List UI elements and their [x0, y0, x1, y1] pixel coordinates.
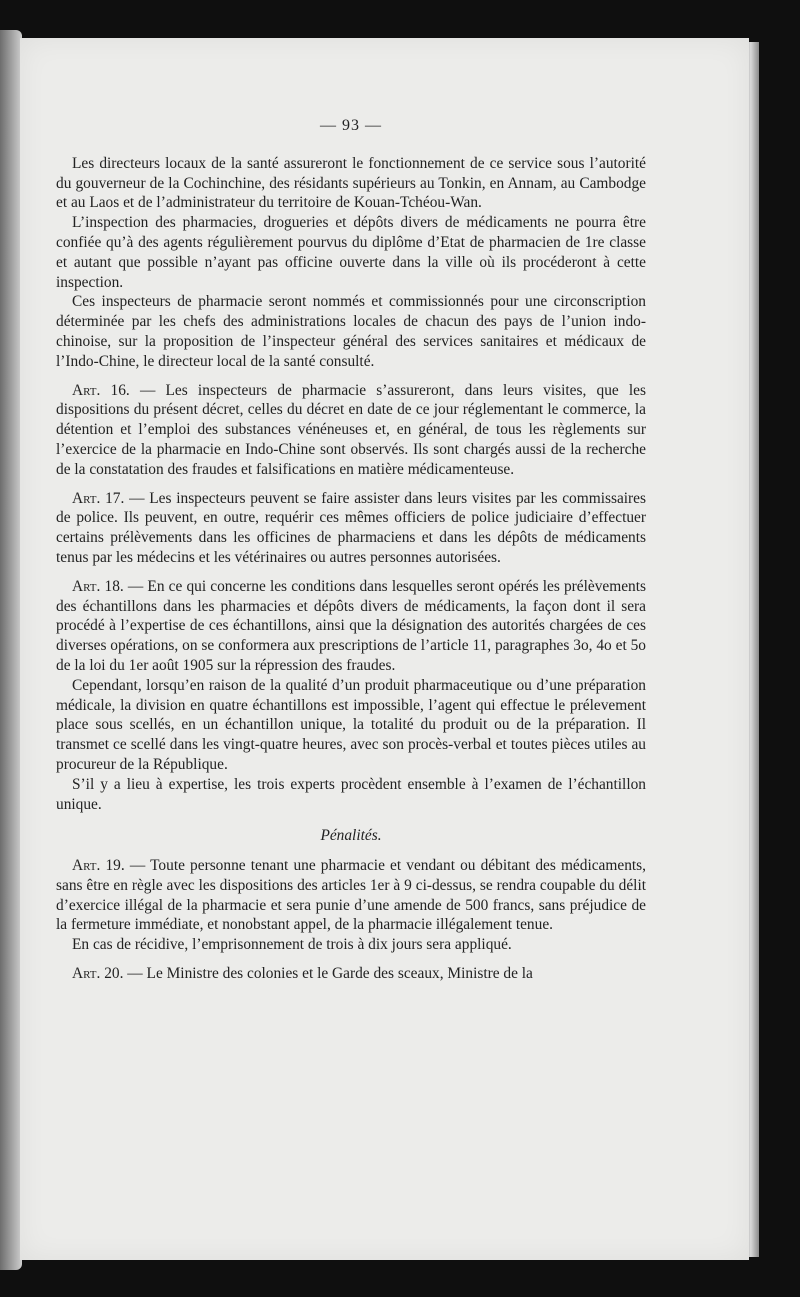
article-18	[56, 577, 646, 676]
paragraph-directeurs: Les directeurs locaux de la santé assureront le fonctionnement de ce service sous l’autorité du gouverneur de la Cochinchine, des résidants supérieurs au Tonkin, en Annam, au Cambodge et au Laos et de l’administrateur du territoire de Kouan-Tchéou-Wan.	[56, 154, 646, 212]
section-title-penalites: Pénalités.	[320, 827, 382, 845]
article-17-text: — Les inspecteurs peuvent se faire assister dans leurs visites par les commissaires de police. Ils peuvent, en outre, requérir ces mêmes officiers de police judiciaire d’effectuer certains prélèvements dans les officines de pharmaciens et dans les dépôts de médicaments tenus par les médecins et les vétérinaires ou autres personnes autorisées.	[56, 489, 647, 566]
article-17-label: Art. 17.	[72, 489, 125, 507]
article-16-text: — Les inspecteurs de pharmacie s’assureront, dans leurs visites, que les dispositions du présent décret, celles du décret en date de ce jour réglementant le commerce, la détention et l’emploi des substances vénéneuses et, en général, de tous les règlements sur l’exercice de la pharmacie en Indo-Chine sont observés. Ils sont chargés aussi de la recherche de la constatation des fraudes et falsifications en matière médicamenteuse.	[56, 381, 646, 478]
page-content	[56, 116, 646, 984]
document-page	[20, 38, 749, 1260]
paragraph-recidive: En cas de récidive, l’emprisonnement de trois à dix jours sera appliqué.	[72, 936, 512, 954]
paragraph-cependant: Cependant, lorsqu’en raison de la qualité d’un produit pharmaceutique ou d’une préparation médicale, la division en quatre échantillons est impossible, l’agent qui effectue le prélevement place sous scellés, en un échantillon unique, la totalité du produit ou de la préparation. Il transmet ce scellé dans les vingt-quatre heures, avec son procès-verbal et toutes pièces utiles au procureur de la République.	[56, 676, 646, 773]
article-19-text: — Toute personne tenant une pharmacie et vendant ou débitant des médicaments, sans être en règle avec les dispositions des articles 1er à 9 ci-dessus, se rendra coupable du délit d’exercice illégal de la pharmacie et sera punie d’une amende de 500 francs, sans préjudice de la fermeture immédiate, et nonobstant appel, de la pharmacie illégalement tenue.	[56, 857, 647, 934]
article-20-label: Art. 20.	[72, 965, 124, 983]
article-18-label: Art. 18.	[72, 577, 124, 595]
article-20	[56, 964, 646, 984]
article-19-label: Art. 19.	[72, 857, 125, 875]
article-19	[56, 856, 646, 935]
article-16	[56, 381, 646, 480]
paragraph-expertise: S’il y a lieu à expertise, les trois experts procèdent ensemble à l’examen de l’échantillon unique.	[56, 775, 646, 813]
article-18-text: — En ce qui concerne les conditions dans lesquelles seront opérés les prélèvements des échantillons dans les pharmacies et dépôts divers de médicaments, la façon dont il sera procédé à l’expertise de ces échantillons, ainsi que la désignation des autorités chargées de ces diverses opérations, on se conformera aux prescriptions de l’article 11, paragraphes 3o, 4o et 5o de la loi du 1er août 1905 sur la répression des fraudes.	[56, 577, 646, 674]
article-17	[56, 489, 646, 568]
paragraph-inspecteurs: Ces inspecteurs de pharmacie seront nommés et commissionnés pour une circonscription déterminée par les chefs des administrations locales de chacun des pays de l’union indo-chinoise, sur la proposition de l’inspecteur général des services sanitaires et médicaux de l’Indo-Chine, le directeur local de la santé consulté.	[56, 293, 646, 370]
left-page-edge	[0, 30, 22, 1270]
paragraph-inspection: L’inspection des pharmacies, drogueries et dépôts divers de médicaments ne pourra être confiée qu’à des agents régulièrement pourvus du diplôme d’Etat de pharmacien de 1re classe et autant que possible n’ayant pas officine ouverte dans la ville où ils procéderont à cette inspection.	[56, 214, 646, 291]
article-20-text: — Le Ministre des colonies et le Garde des sceaux, Ministre de la	[123, 965, 533, 983]
article-16-label: Art. 16.	[72, 381, 130, 399]
page-number: — 93 —	[320, 117, 382, 134]
